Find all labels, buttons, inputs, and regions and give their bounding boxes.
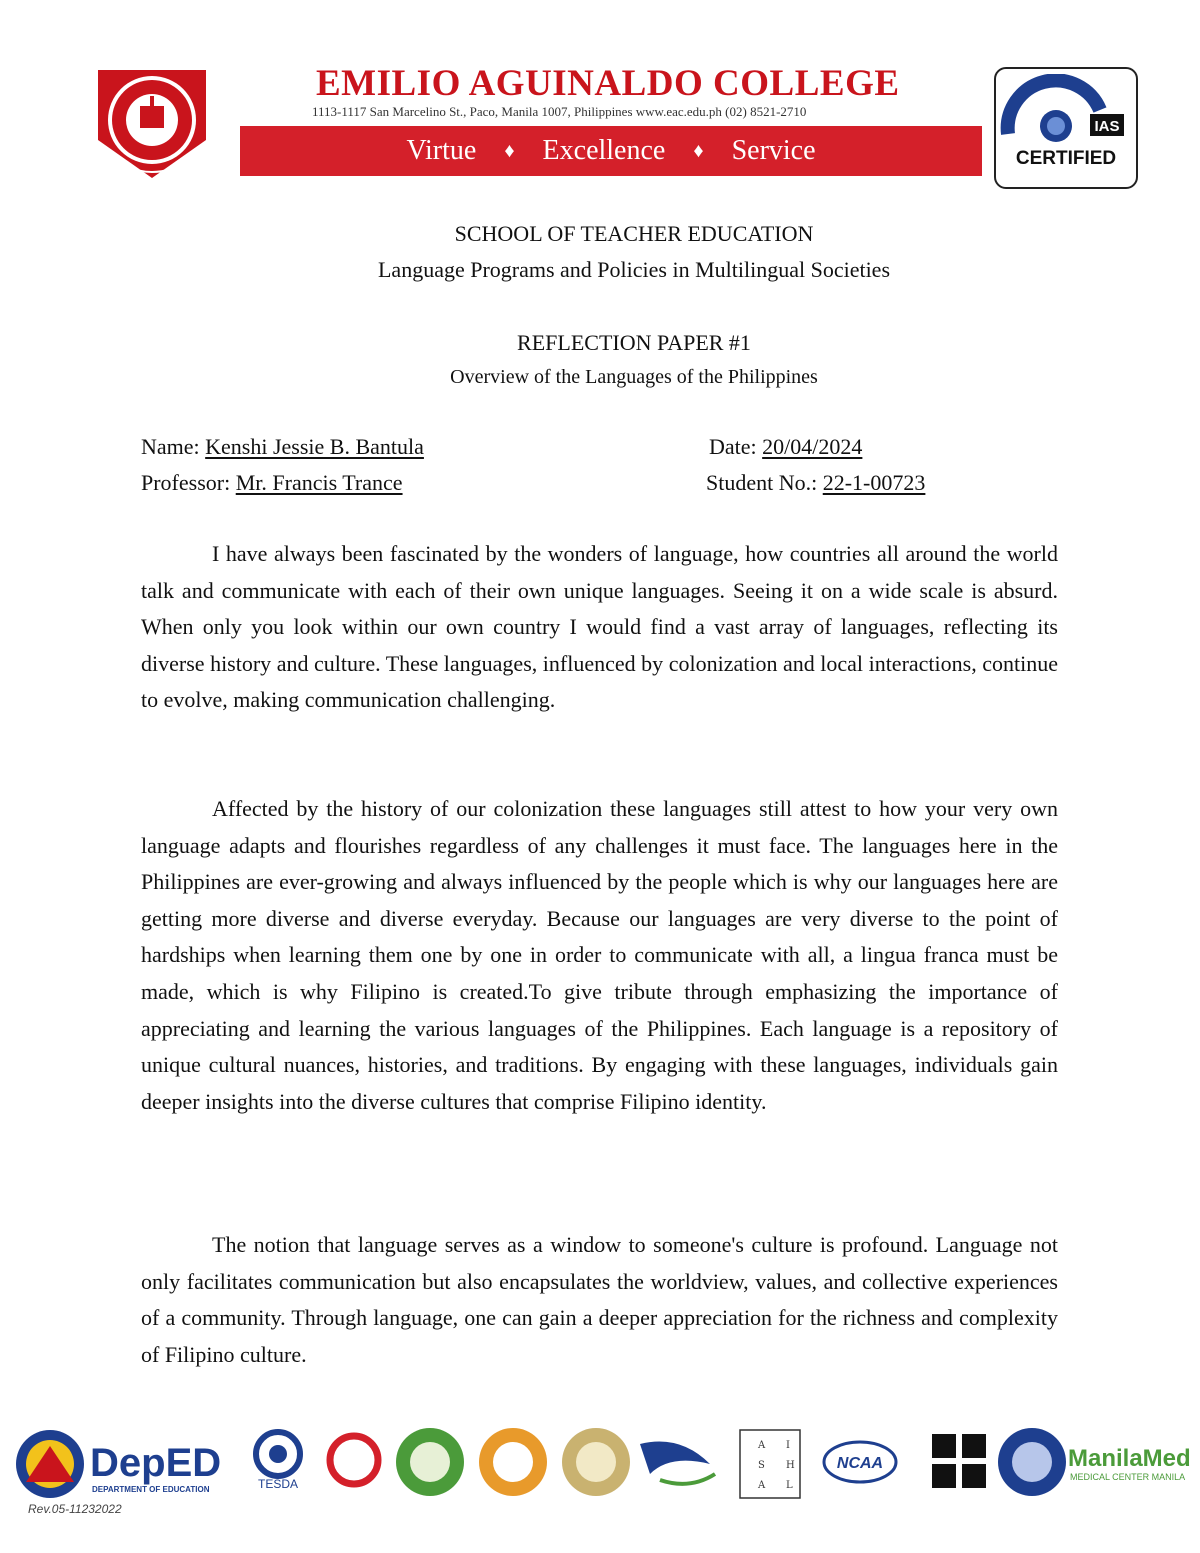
ncaa-text: NCAA — [836, 1455, 884, 1472]
paragraph-3: The notion that language serves as a window to someone's culture is profound. Language not only facilitates communication but also encapsulates the worldview, values, and collective experiences of a community. Through language, one can gain a deeper appreciation for the richness and complexity of Filipino culture. — [141, 1232, 1058, 1367]
certified-label: CERTIFIED — [1015, 148, 1117, 169]
course-title: Language Programs and Policies in Multilingual Societies — [377, 257, 891, 282]
name-label: Name: — [141, 434, 200, 459]
iso-certification-icon — [1000, 74, 1130, 154]
tesda-logo — [256, 1432, 300, 1491]
date-field — [709, 434, 862, 460]
manilamed-sub: MEDICAL CENTER MANILA — [1070, 1472, 1186, 1482]
motto-excellence: Excellence — [542, 135, 666, 166]
paper-subtitle: Overview of the Languages of the Philippines — [450, 366, 818, 388]
cross-logo — [932, 1434, 986, 1488]
revision-code: Rev.05-11232022 — [28, 1502, 122, 1516]
date-value: 20/04/2024 — [762, 434, 863, 459]
fj-logo — [330, 1436, 378, 1484]
asahl-letter: H — [786, 1460, 795, 1471]
name-field — [141, 434, 424, 460]
motto-virtue: Virtue — [406, 135, 477, 166]
association-seal-logo — [562, 1428, 630, 1496]
diamond-icon: ♦ — [504, 139, 515, 162]
accreditation-logos — [10, 1424, 1200, 1504]
tesda-text: TESDA — [257, 1477, 299, 1491]
name-value: Kenshi Jessie B. Bantula — [205, 434, 424, 459]
motto — [240, 126, 982, 176]
motto-service: Service — [731, 135, 816, 166]
professor-value: Mr. Francis Trance — [235, 470, 403, 495]
asahl-letter: L — [786, 1480, 793, 1491]
school-name: SCHOOL OF TEACHER EDUCATION — [454, 221, 814, 246]
date-label: Date: — [709, 434, 757, 459]
deped-sub: DEPARTMENT OF EDUCATION — [92, 1485, 210, 1494]
student-no-field — [706, 470, 925, 496]
asahl-letter: A — [758, 1480, 766, 1491]
asahl-letter: A — [758, 1440, 766, 1451]
diamond-icon: ♦ — [693, 139, 704, 162]
college-address: 1113-1117 San Marcelino St., Paco, Manila 1007, Philippines www.eac.edu.ph (02) 8521-2710 — [312, 104, 807, 119]
wave-logo — [640, 1442, 715, 1484]
paragraph-1: I have always been fascinated by the wonders of language, how countries all around the world talk and communicate with each of their own unique languages. Seeing it on a wide scale is absurd. When only you look within our own country I would find a vast array of languages, reflecting its diverse history and culture. These languages, influenced by colonization and local interactions, continue to evolve, making communication challenging. — [141, 541, 1058, 713]
asahl-letter: I — [786, 1440, 790, 1451]
college-seal-logo — [94, 66, 210, 182]
professor-field — [141, 470, 403, 496]
professor-label: Professor: — [141, 470, 231, 495]
college-name: EMILIO AGUINALDO COLLEGE — [316, 63, 900, 104]
paper-title: REFLECTION PAPER #1 — [517, 330, 751, 355]
deped-logo — [90, 1441, 221, 1494]
asahl-letter: S — [758, 1460, 765, 1471]
green-seal-logo — [396, 1428, 464, 1496]
manilamed-logo — [1068, 1445, 1191, 1482]
blue-seal-logo — [998, 1428, 1066, 1496]
ncaa-logo — [824, 1442, 896, 1482]
student-no-label: Student No.: — [706, 470, 818, 495]
manilamed-text: ManilaMed — [1068, 1445, 1191, 1472]
student-no-value: 22-1-00723 — [822, 470, 926, 495]
deped-text: DepED — [90, 1441, 222, 1485]
asahl-logo — [740, 1430, 800, 1498]
ppsa-seal-logo — [479, 1428, 547, 1496]
iso-label: ISO — [1020, 115, 1039, 127]
ph-seal-logo — [16, 1430, 84, 1498]
ias-label: IAS — [1094, 118, 1120, 135]
paragraph-2: Affected by the history of our colonization these languages still attest to how your very own language adapts and flourishes regardless of any challenges it must face. The languages here in the Philippines are ever-growing and always influenced by the people which is why our languages here are getting more diverse and diverse everyday. Because our languages are very diverse to the point of hardships when learning them one by one in order to communicate with all, a lingua franca must be made, which is why Filipino is created.To give tribute through emphasizing the importance of appreciating and learning the various languages of the Philippines. Each language is a repository of unique cultural nuances, histories, and traditions. By engaging with these languages, individuals gain deeper insights into the diverse cultures that comprise Filipino identity. — [141, 796, 1058, 1114]
